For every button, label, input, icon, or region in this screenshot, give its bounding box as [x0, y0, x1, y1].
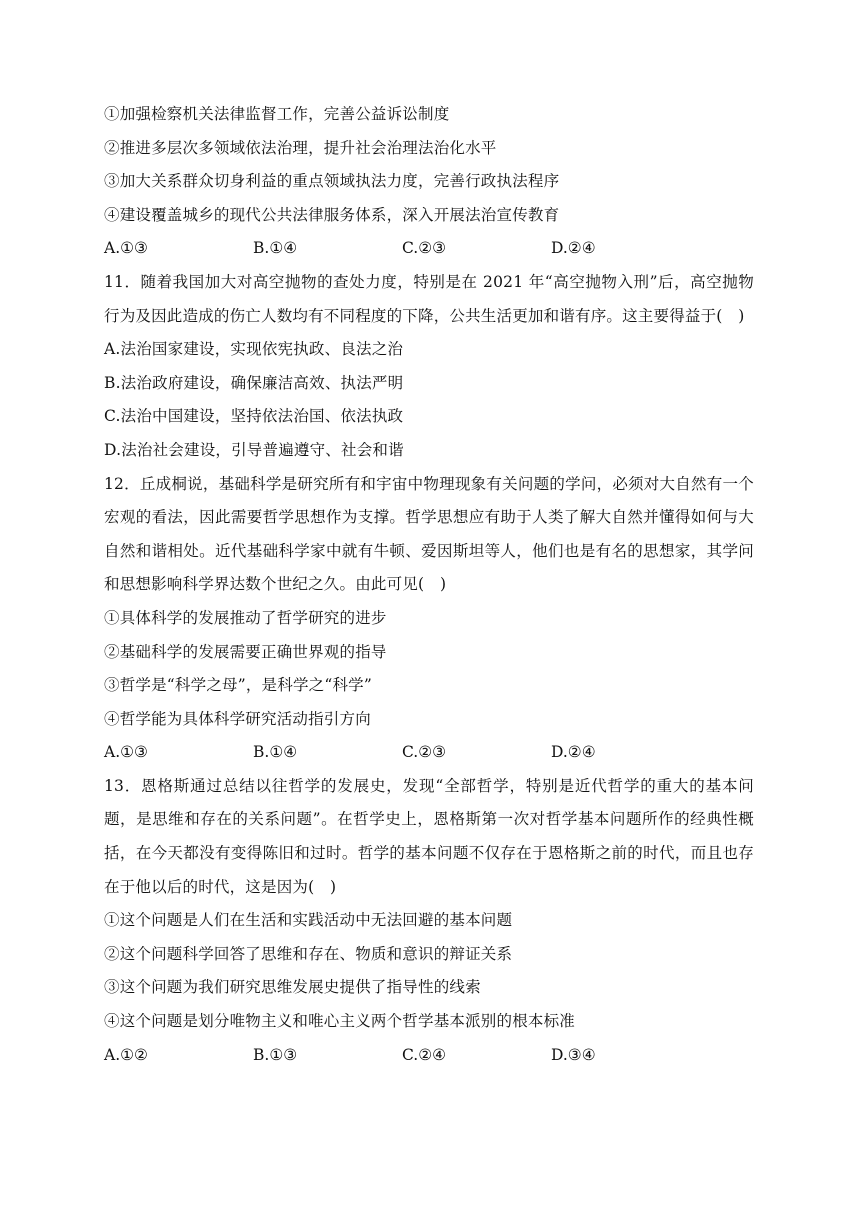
question-10-items — [104, 98, 754, 232]
q10-item-1: ①加强检察机关法律监督工作，完善公益诉讼制度 — [104, 105, 450, 123]
q10-option-b: B.①④ — [253, 239, 298, 258]
q12-options — [104, 736, 754, 770]
q13-option-b: B.①③ — [253, 1045, 298, 1064]
q13-options — [104, 1039, 754, 1073]
q13-item-2: ②这个问题科学回答了思维和存在、物质和意识的辩证关系 — [104, 944, 513, 963]
q13-item-1: ①这个问题是人们在生活和实践活动中无法回避的基本问题 — [104, 911, 513, 930]
q10-option-c: C.②③ — [402, 239, 447, 258]
q12-item-2: ②基础科学的发展需要正确世界观的指导 — [104, 642, 387, 661]
q13-option-c: C.②④ — [402, 1045, 447, 1064]
q13-item-3: ③这个问题为我们研究思维发展史提供了指导性的线索 — [104, 978, 481, 997]
q12-option-a: A.①③ — [104, 743, 148, 762]
q12-stem: 12．丘成桐说，基础科学是研究所有和宇宙中物理现象有关问题的学问，必须对大自然有一个宏观的看法，因此需要哲学思想作为支撑。哲学思想应有助于人类了解大自然并懂得如何与大自然和谐相处。近代基础科学家中就有牛顿、爱因斯坦等人，他们也是有名的思想家，其学问和思想影响科学界达数个世纪之久。由此可见( ) — [104, 474, 754, 594]
q12-option-b: B.①④ — [253, 743, 298, 762]
q10-option-a: A.①③ — [104, 239, 148, 258]
q11-stem: 11．随着我国加大对高空抛物的查处力度，特别是在 2021 年“高空抛物入刑”后，高空抛物行为及因此造成的伤亡人数均有不同程度的下降，公共生活更加和谐有序。这主要得益于( ) — [104, 272, 754, 325]
q13-option-a: A.①② — [104, 1045, 148, 1064]
q12-item-3: ③哲学是“科学之母”，是科学之“科学” — [104, 676, 372, 695]
q12-option-d: D.②④ — [551, 743, 596, 762]
q12-item-4: ④哲学能为具体科学研究活动指引方向 — [104, 709, 371, 728]
q11-choice-d: D.法治社会建设，引导普遍遵守、社会和谐 — [104, 440, 404, 459]
q12-items — [104, 602, 754, 736]
q11-choice-a: A.法治国家建设，实现依宪执政、良法之治 — [104, 340, 404, 359]
exam-page — [104, 98, 754, 1072]
q10-options — [104, 232, 754, 266]
q13-items — [104, 904, 754, 1038]
q10-item-4: ④建设覆盖城乡的现代公共法律服务体系，深入开展法治宣传教育 — [104, 205, 560, 224]
q11-choice-c: C.法治中国建设，坚持依法治国、依法执政 — [104, 407, 404, 426]
q13-stem: 13．恩格斯通过总结以往哲学的发展史，发现“全部哲学，特别是近代哲学的重大的基本问题，是思维和存在的关系问题”。在哲学史上，恩格斯第一次对哲学基本问题所作的经典性概括，在今天都没有变得陈旧和过时。哲学的基本问题不仅存在于恩格斯之前的时代，而且也存在于他以后的时代，这是因为( ) — [104, 776, 754, 896]
q10-option-d: D.②④ — [551, 239, 596, 258]
q12-item-1: ①具体科学的发展推动了哲学研究的进步 — [104, 608, 387, 627]
q11-choices — [104, 333, 754, 467]
q10-item-2: ②推进多层次多领域依法治理，提升社会治理法治化水平 — [104, 138, 497, 157]
q13-item-4: ④这个问题是划分唯物主义和唯心主义两个哲学基本派别的根本标准 — [104, 1012, 576, 1031]
q13-option-d: D.③④ — [551, 1045, 596, 1064]
q11-choice-b: B.法治政府建设，确保廉洁高效、执法严明 — [104, 373, 404, 392]
q12-option-c: C.②③ — [402, 743, 447, 762]
q10-item-3: ③加大关系群众切身利益的重点领域执法力度，完善行政执法程序 — [104, 172, 560, 191]
